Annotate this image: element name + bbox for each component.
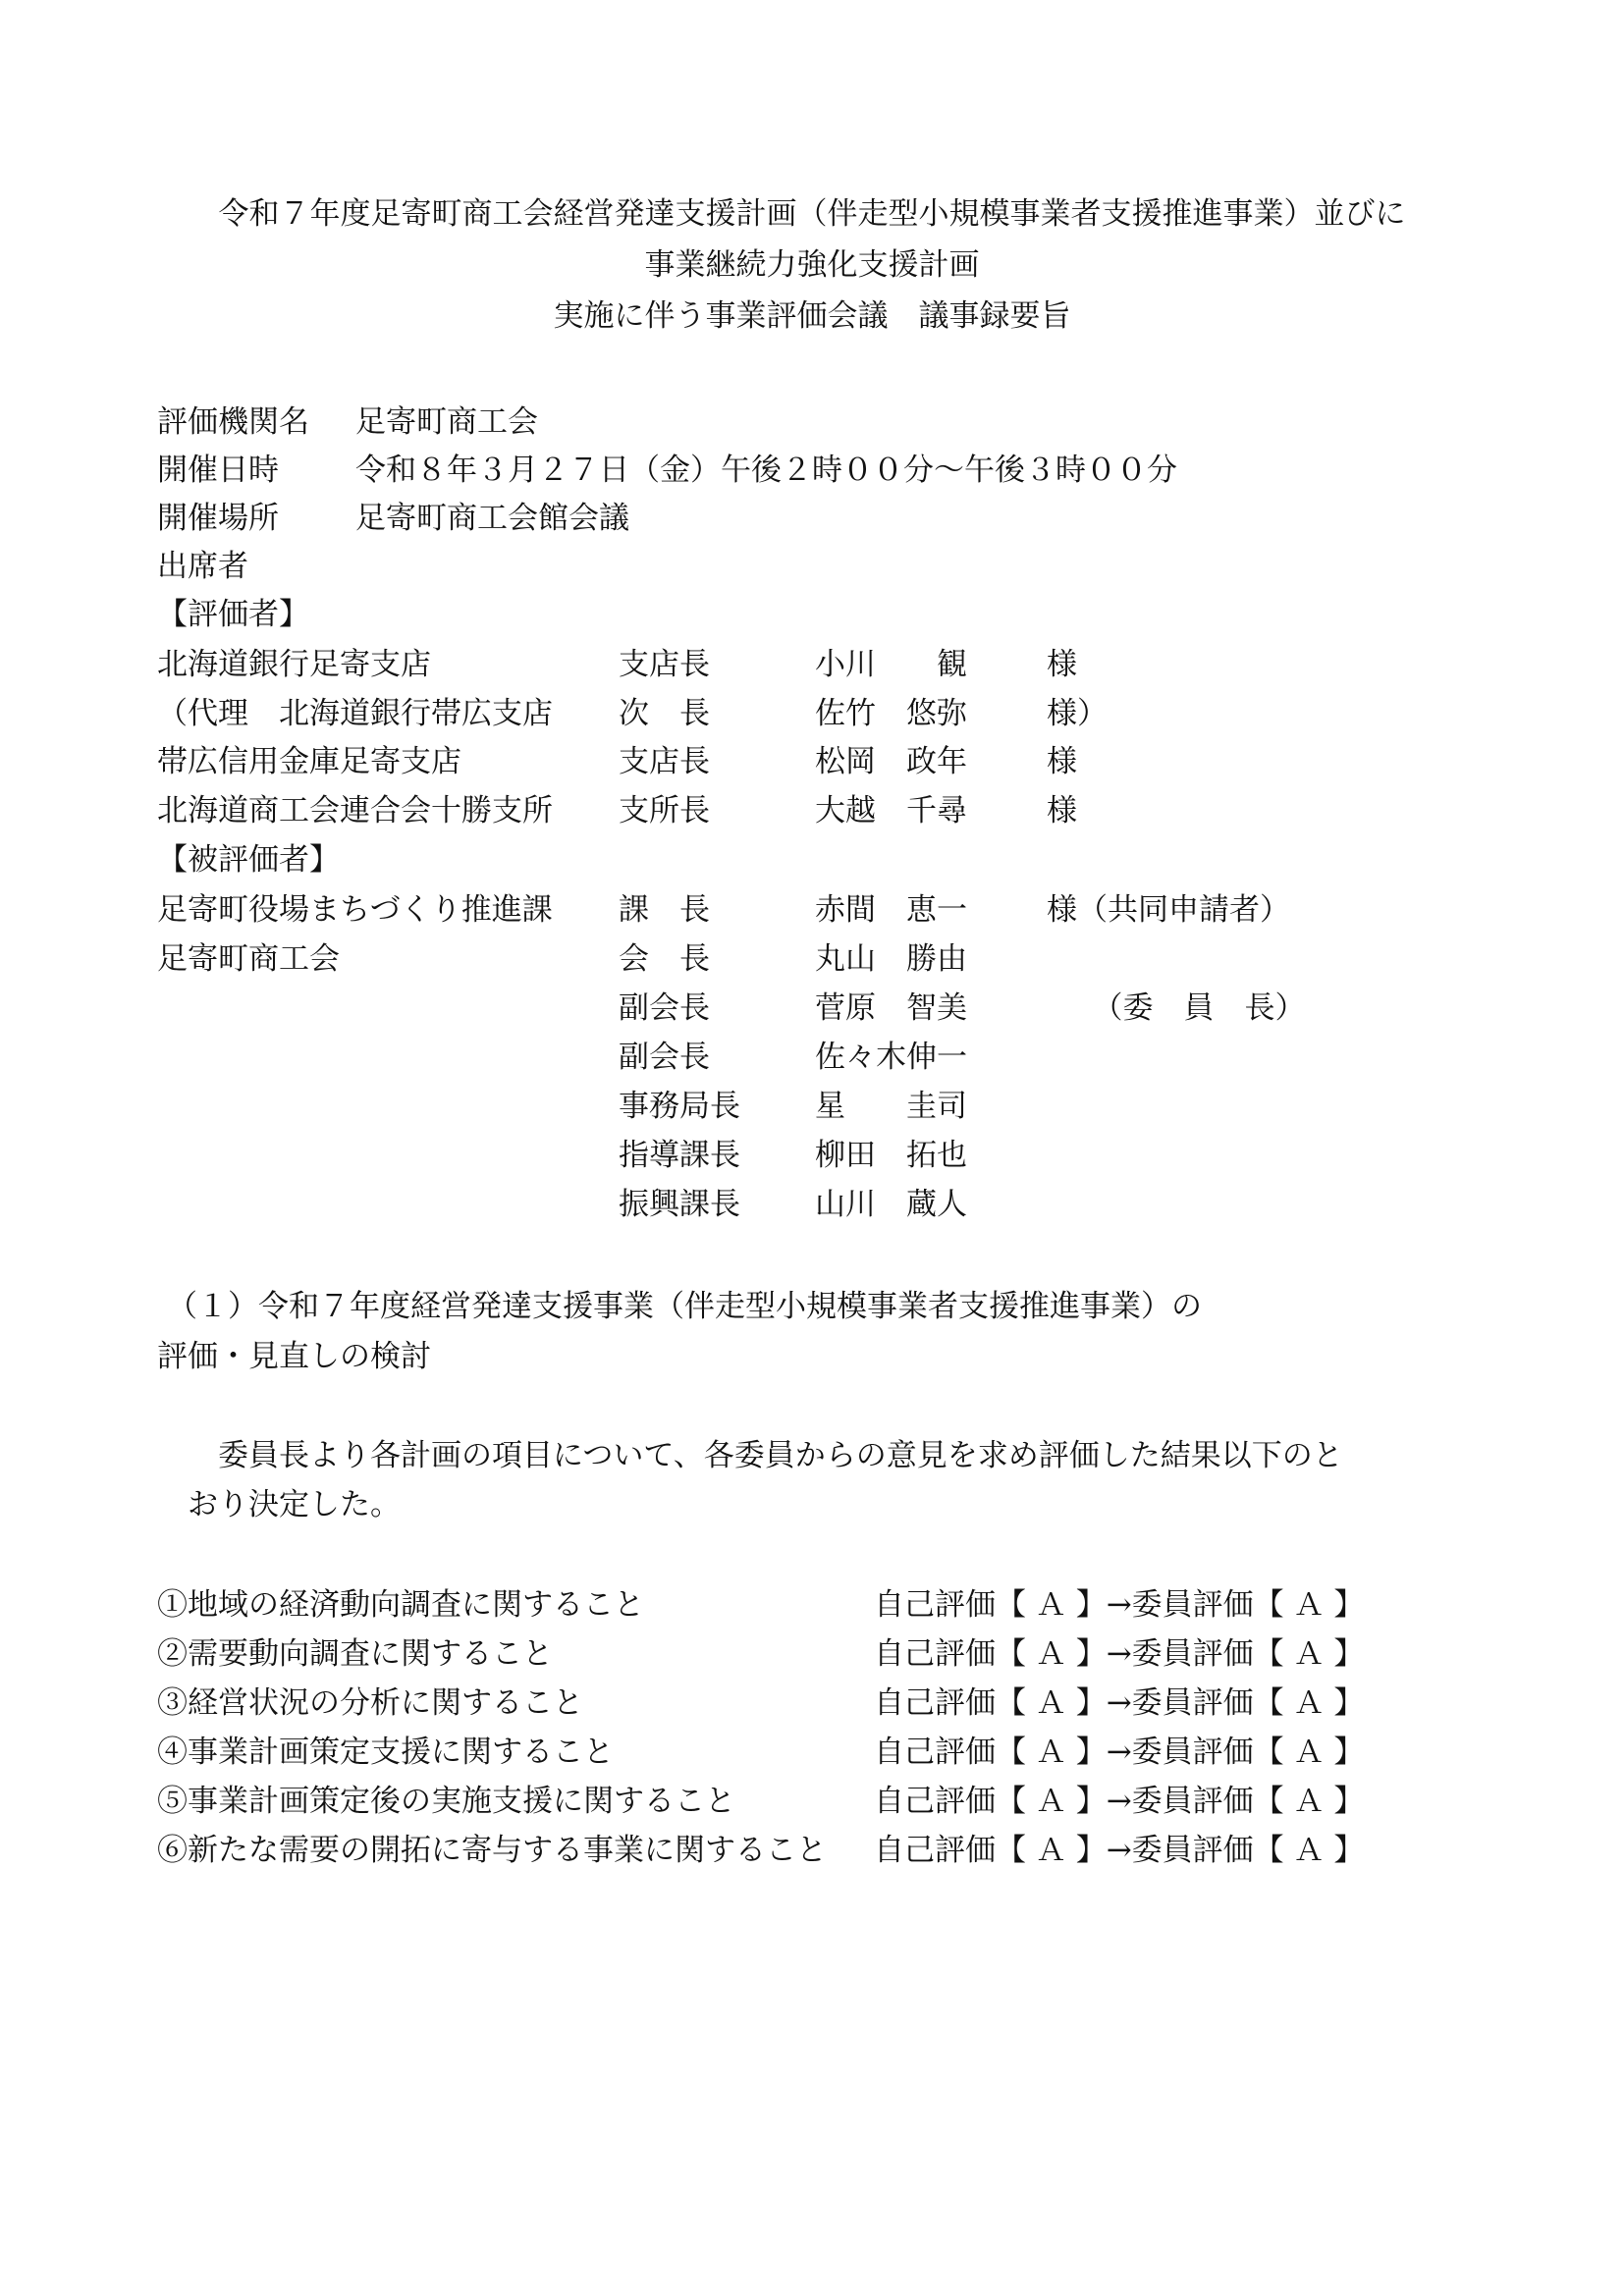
evaluator-org: 北海道銀行足寄支店 bbox=[157, 647, 431, 682]
evaluator-title: 支店長 bbox=[619, 647, 710, 682]
evaluatee-org: 足寄町役場まちづくり推進課 bbox=[157, 892, 553, 928]
evaluator-suffix: 様） bbox=[1047, 696, 1108, 731]
evaluatee-name: 星 圭司 bbox=[815, 1089, 967, 1124]
evaluatee-name: 菅原 智美 bbox=[815, 990, 967, 1026]
date-label: 開催日時 bbox=[157, 453, 279, 488]
evaluation-item: ④事業計画策定支援に関すること bbox=[157, 1735, 614, 1770]
evaluatee-name: 柳田 拓也 bbox=[815, 1138, 967, 1173]
evaluatee-org: 足寄町商工会 bbox=[157, 941, 340, 977]
evaluator-suffix: 様 bbox=[1047, 793, 1077, 828]
evaluator-org: （代理 北海道銀行帯広支店 bbox=[157, 696, 553, 731]
evaluation-item: ⑥新たな需要の開拓に寄与する事業に関すること bbox=[157, 1833, 827, 1868]
org-value: 足寄町商工会 bbox=[355, 404, 538, 440]
evaluatee-title: 会 長 bbox=[619, 941, 710, 977]
evaluatee-title: 振興課長 bbox=[619, 1187, 740, 1222]
evaluatee-title: 副会長 bbox=[619, 990, 710, 1026]
evaluator-title: 支店長 bbox=[619, 744, 710, 779]
document-title-line-1: 令和７年度足寄町商工会経営発達支援計画（伴走型小規模事業者支援推進事業）並びに bbox=[218, 196, 1406, 232]
evaluator-name: 佐竹 悠弥 bbox=[815, 696, 967, 731]
evaluator-name: 大越 千尋 bbox=[815, 793, 967, 828]
section-body-line-1: 委員長より各計画の項目について、各委員からの意見を求め評価した結果以下のと bbox=[157, 1438, 1343, 1473]
evaluator-org: 北海道商工会連合会十勝支所 bbox=[157, 793, 553, 828]
evaluatee-name: 赤間 恵一 bbox=[815, 892, 967, 928]
evaluation-result: 自己評価【 Ａ 】→委員評価【 Ａ 】 bbox=[874, 1833, 1365, 1868]
evaluation-result: 自己評価【 Ａ 】→委員評価【 Ａ 】 bbox=[874, 1587, 1365, 1623]
evaluatee-name: 丸山 勝由 bbox=[815, 941, 967, 977]
evaluation-item: ⑤事業計画策定後の実施支援に関すること bbox=[157, 1784, 735, 1819]
evaluation-result: 自己評価【 Ａ 】→委員評価【 Ａ 】 bbox=[874, 1735, 1365, 1770]
date-value: 令和８年３月２７日（金）午後２時００分～午後３時００分 bbox=[355, 453, 1177, 488]
evaluator-org: 帯広信用金庫足寄支店 bbox=[157, 744, 461, 779]
evaluation-result: 自己評価【 Ａ 】→委員評価【 Ａ 】 bbox=[874, 1685, 1365, 1721]
evaluatee-title: 事務局長 bbox=[619, 1089, 740, 1124]
evaluation-item: ③経営状況の分析に関すること bbox=[157, 1685, 583, 1721]
evaluatee-name: 佐々木伸一 bbox=[815, 1040, 967, 1075]
evaluatee-title: 課 長 bbox=[619, 892, 710, 928]
section-body-line-2: おり決定した。 bbox=[157, 1487, 401, 1522]
document-title-line-3: 実施に伴う事業評価会議 議事録要旨 bbox=[553, 298, 1071, 334]
section-heading: （１）令和７年度経営発達支援事業（伴走型小規模事業者支援推進事業）の bbox=[167, 1289, 1202, 1324]
evaluators-heading: 【評価者】 bbox=[157, 597, 309, 632]
section-heading-cont: 評価・見直しの検討 bbox=[157, 1339, 431, 1374]
place-value: 足寄町商工会館会議 bbox=[355, 501, 629, 536]
place-label: 開催場所 bbox=[157, 501, 279, 536]
evaluatee-title: 指導課長 bbox=[619, 1138, 740, 1173]
evaluation-result: 自己評価【 Ａ 】→委員評価【 Ａ 】 bbox=[874, 1636, 1365, 1672]
evaluatee-title: 副会長 bbox=[619, 1040, 710, 1075]
evaluatee-suffix: （委 員 長） bbox=[1047, 990, 1306, 1026]
evaluator-title: 次 長 bbox=[619, 696, 710, 731]
evaluatee-name: 山川 蔵人 bbox=[815, 1187, 967, 1222]
evaluation-item: ①地域の経済動向調査に関すること bbox=[157, 1587, 644, 1623]
attendees-label: 出席者 bbox=[157, 549, 248, 584]
evaluator-name: 松岡 政年 bbox=[815, 744, 967, 779]
evaluator-name: 小川 観 bbox=[815, 647, 967, 682]
evaluatee-suffix: 様（共同申請者） bbox=[1047, 892, 1290, 928]
org-label: 評価機関名 bbox=[157, 404, 309, 440]
evaluation-result: 自己評価【 Ａ 】→委員評価【 Ａ 】 bbox=[874, 1784, 1365, 1819]
document-title-line-2: 事業継続力強化支援計画 bbox=[644, 247, 980, 283]
evaluator-suffix: 様 bbox=[1047, 647, 1077, 682]
evaluator-suffix: 様 bbox=[1047, 744, 1077, 779]
evaluator-title: 支所長 bbox=[619, 793, 710, 828]
evaluation-item: ②需要動向調査に関すること bbox=[157, 1636, 553, 1672]
evaluatees-heading: 【被評価者】 bbox=[157, 842, 340, 878]
